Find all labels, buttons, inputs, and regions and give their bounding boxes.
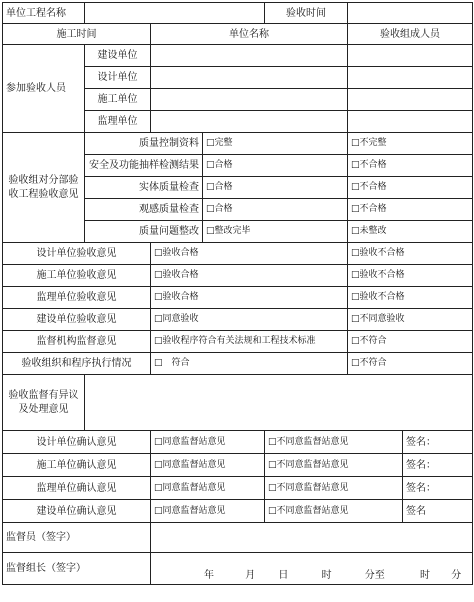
unit-opinion-label: 监督机构监督意见 <box>3 331 151 353</box>
procedure-row <box>3 353 473 375</box>
hour-label: 时 <box>419 570 430 581</box>
unit-opinion-row <box>3 331 473 353</box>
option-checkbox[interactable]: □不合格 <box>348 199 473 221</box>
signature-field[interactable]: 签名： <box>403 431 473 454</box>
participants-label: 参加验收人员 <box>3 45 85 133</box>
signature-field[interactable]: 签名： <box>403 454 473 477</box>
unit-opinion-label: 监理单位验收意见 <box>3 287 151 309</box>
team-leader-label: 监督组长（签字） <box>3 553 151 585</box>
minute-to-label: 分至 <box>364 570 385 581</box>
participant-member-field[interactable] <box>348 45 473 67</box>
year-label: 年 <box>204 570 214 581</box>
team-opinion-row <box>3 133 473 155</box>
confirmation-row <box>3 431 473 454</box>
participant-name-field[interactable] <box>151 89 348 111</box>
unit-opinion-row <box>3 243 473 265</box>
dispute-label: 验收监督有异议及处理意见 <box>3 375 85 431</box>
dispute-row <box>3 375 473 431</box>
participant-name-field[interactable] <box>151 67 348 89</box>
construction-time-label: 施工时间 <box>3 24 151 45</box>
option-checkbox[interactable]: □验收不合格 <box>348 287 473 309</box>
option-checkbox[interactable]: □不同意验收 <box>348 309 473 331</box>
option-checkbox[interactable]: □验收程序符合有关法规和工程技术标准 <box>151 331 348 353</box>
option-checkbox[interactable]: □不符合 <box>348 353 473 375</box>
hour-label: 时 <box>321 570 332 581</box>
participant-unit: 建设单位 <box>85 45 151 67</box>
team-opinion-item: 观感质量检查 <box>85 199 203 221</box>
option-checkbox[interactable]: □不合格 <box>348 177 473 199</box>
option-checkbox[interactable]: □同意监督站意见 <box>151 500 265 523</box>
option-checkbox[interactable]: □不同意监督站意见 <box>265 431 403 454</box>
option-checkbox[interactable]: □同意监督站意见 <box>151 454 265 477</box>
confirmation-label: 设计单位确认意见 <box>3 431 151 454</box>
option-checkbox[interactable]: □未整改 <box>348 221 473 243</box>
option-checkbox[interactable]: □同意监督站意见 <box>151 431 265 454</box>
project-row <box>3 3 473 24</box>
column-header-row <box>3 24 473 45</box>
confirmation-label: 建设单位确认意见 <box>3 500 151 523</box>
project-name-label: 单位工程名称 <box>3 3 85 24</box>
dispute-field[interactable] <box>85 375 473 431</box>
unit-opinion-label: 施工单位验收意见 <box>3 265 151 287</box>
unit-opinion-row <box>3 309 473 331</box>
unit-opinion-label: 建设单位验收意见 <box>3 309 151 331</box>
team-opinion-item: 质量控制资料 <box>85 133 203 155</box>
sign-date-time[interactable] <box>151 553 473 585</box>
team-opinion-item: 质量问题整改 <box>85 221 203 243</box>
option-checkbox[interactable]: □验收合格 <box>151 287 348 309</box>
team-opinion-item: 安全及功能抽样检测结果 <box>85 155 203 177</box>
day-label: 日 <box>278 570 289 581</box>
acceptance-form-table <box>2 2 473 585</box>
option-checkbox[interactable]: □ 符合 <box>151 353 348 375</box>
option-checkbox[interactable]: □不合格 <box>348 155 473 177</box>
participant-name-field[interactable] <box>151 45 348 67</box>
supervisor-row <box>3 523 473 553</box>
confirmation-row <box>3 454 473 477</box>
supervisor-label: 监督员（签字） <box>3 523 151 553</box>
option-checkbox[interactable]: □验收合格 <box>151 265 348 287</box>
option-checkbox[interactable]: □不完整 <box>348 133 473 155</box>
acceptance-time-label: 验收时间 <box>265 3 348 24</box>
option-checkbox[interactable]: □整改完毕 <box>203 221 348 243</box>
minute-label: 分 <box>451 570 462 581</box>
option-checkbox[interactable]: □验收不合格 <box>348 243 473 265</box>
option-checkbox[interactable]: □不符合 <box>348 331 473 353</box>
team-opinion-item: 实体质量检查 <box>85 177 203 199</box>
team-leader-row <box>3 553 473 585</box>
participant-unit: 监理单位 <box>85 111 151 133</box>
option-checkbox[interactable]: □同意监督站意见 <box>151 477 265 500</box>
project-name-field[interactable] <box>85 3 265 24</box>
unit-opinion-label: 设计单位验收意见 <box>3 243 151 265</box>
team-members-label: 验收组成人员 <box>348 24 473 45</box>
confirmation-label: 施工单位确认意见 <box>3 454 151 477</box>
signature-field[interactable]: 签名 <box>403 500 473 523</box>
participant-row <box>3 45 473 67</box>
option-checkbox[interactable]: □合格 <box>203 155 348 177</box>
procedure-label: 验收组织和程序执行情况 <box>3 353 151 375</box>
month-label: 月 <box>245 570 256 581</box>
option-checkbox[interactable]: □不同意监督站意见 <box>265 477 403 500</box>
option-checkbox[interactable]: □验收不合格 <box>348 265 473 287</box>
signature-field[interactable]: 签名： <box>403 477 473 500</box>
confirmation-label: 监理单位确认意见 <box>3 477 151 500</box>
team-opinion-label: 验收组对分部验收工程验收意见 <box>3 133 85 243</box>
option-checkbox[interactable]: □不同意监督站意见 <box>265 500 403 523</box>
participant-unit: 设计单位 <box>85 67 151 89</box>
acceptance-time-field[interactable] <box>348 3 473 24</box>
confirmation-row <box>3 477 473 500</box>
option-checkbox[interactable]: □合格 <box>203 199 348 221</box>
participant-member-field[interactable] <box>348 111 473 133</box>
option-checkbox[interactable]: □验收合格 <box>151 243 348 265</box>
option-checkbox[interactable]: □完整 <box>203 133 348 155</box>
confirmation-row <box>3 500 473 523</box>
option-checkbox[interactable]: □同意验收 <box>151 309 348 331</box>
option-checkbox[interactable]: □不同意监督站意见 <box>265 454 403 477</box>
option-checkbox[interactable]: □合格 <box>203 177 348 199</box>
participant-member-field[interactable] <box>348 89 473 111</box>
unit-name-label: 单位名称 <box>151 24 348 45</box>
participant-unit: 施工单位 <box>85 89 151 111</box>
participant-name-field[interactable] <box>151 111 348 133</box>
unit-opinion-row <box>3 265 473 287</box>
unit-opinion-row <box>3 287 473 309</box>
supervisor-signature-field[interactable] <box>151 523 473 553</box>
participant-member-field[interactable] <box>348 67 473 89</box>
